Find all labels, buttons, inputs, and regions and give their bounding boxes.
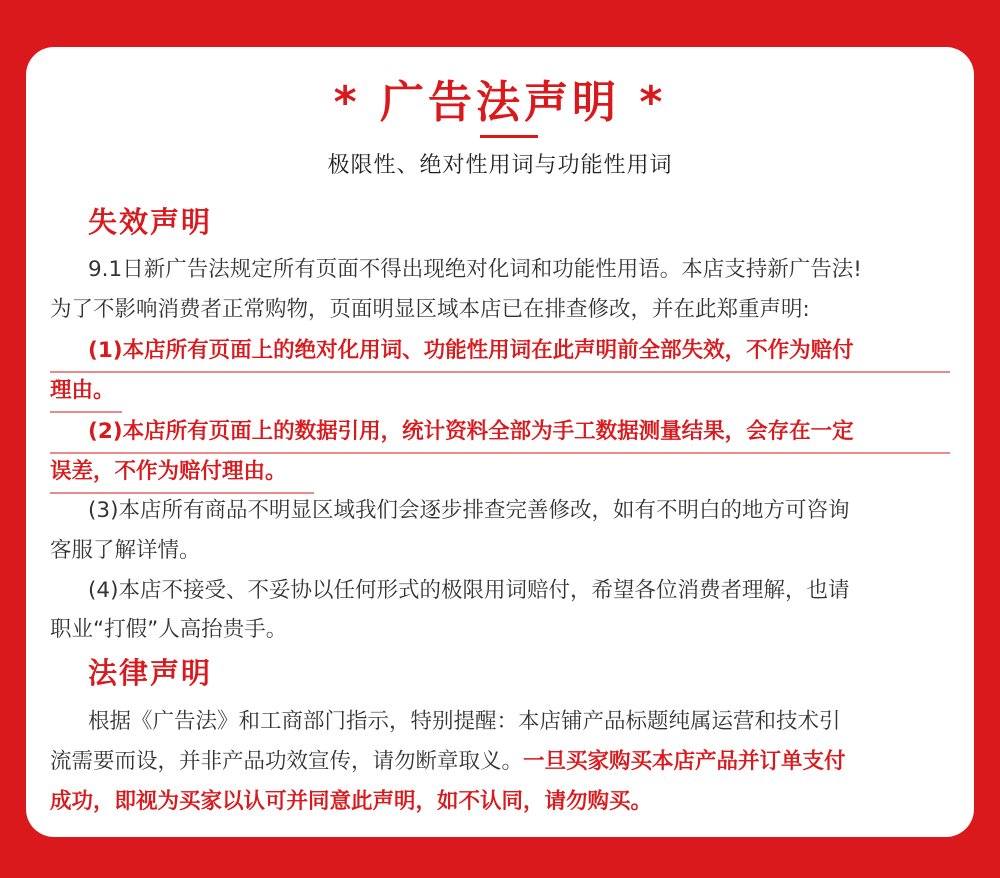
legal-line-2-normal: 流需要而设，并非产品功效宣传，请勿断章取义。 — [50, 749, 524, 774]
section-heading-invalidation: 失效声明 — [88, 205, 213, 239]
title-underline — [480, 135, 538, 138]
legal-line-2-highlight: 一旦买家购买本店产品并订单支付 — [523, 749, 846, 774]
item-2-underline-2 — [50, 492, 314, 494]
item-1-underline-2 — [50, 411, 122, 413]
item-3-line-2: 客服了解详情。 — [50, 538, 201, 563]
item-3-line-1: (3)本店所有商品不明显区域我们会逐步排查完善修改，如有不明白的地方可咨询 — [88, 498, 850, 523]
item-4-line-1: (4)本店不接受、不妥协以任何形式的极限用词赔付，希望各位消费者理解，也请 — [88, 578, 850, 603]
legal-line-3: 成功，即视为买家以认可并同意此声明，如不认同，请勿购买。 — [50, 789, 653, 814]
intro-line-2: 为了不影响消费者正常购物，页面明显区域本店已在排查修改，并在此郑重声明: — [50, 297, 810, 322]
announcement-card — [26, 47, 974, 837]
item-1-underline-1 — [50, 371, 950, 373]
item-1-line-1: (1)本店所有页面上的绝对化用词、功能性用词在此声明前全部失效，不作为赔付 — [88, 338, 854, 363]
item-2-line-1: (2)本店所有页面上的数据引用，统计资料全部为手工数据测量结果，会存在一定 — [88, 419, 854, 444]
item-2-line-2: 误差，不作为赔付理由。 — [50, 459, 287, 484]
legal-line-1: 根据《广告法》和工商部门指示，特别提醒：本店铺产品标题纯属运营和技术引 — [88, 709, 841, 734]
legal-line-2 — [50, 747, 960, 777]
item-4-line-2: 职业“打假”人高抬贵手。 — [50, 617, 288, 642]
item-2-underline-1 — [50, 452, 950, 454]
item-1-line-2: 理由。 — [50, 378, 115, 403]
section-heading-legal: 法律声明 — [88, 656, 213, 690]
intro-line-1: 9.1日新广告法规定所有页面不得出现绝对化词和功能性用语。本店支持新广告法! — [88, 257, 862, 282]
page-title: * 广告法声明 * — [333, 77, 667, 128]
page-subtitle: 极限性、绝对性用词与功能性用词 — [327, 153, 673, 178]
